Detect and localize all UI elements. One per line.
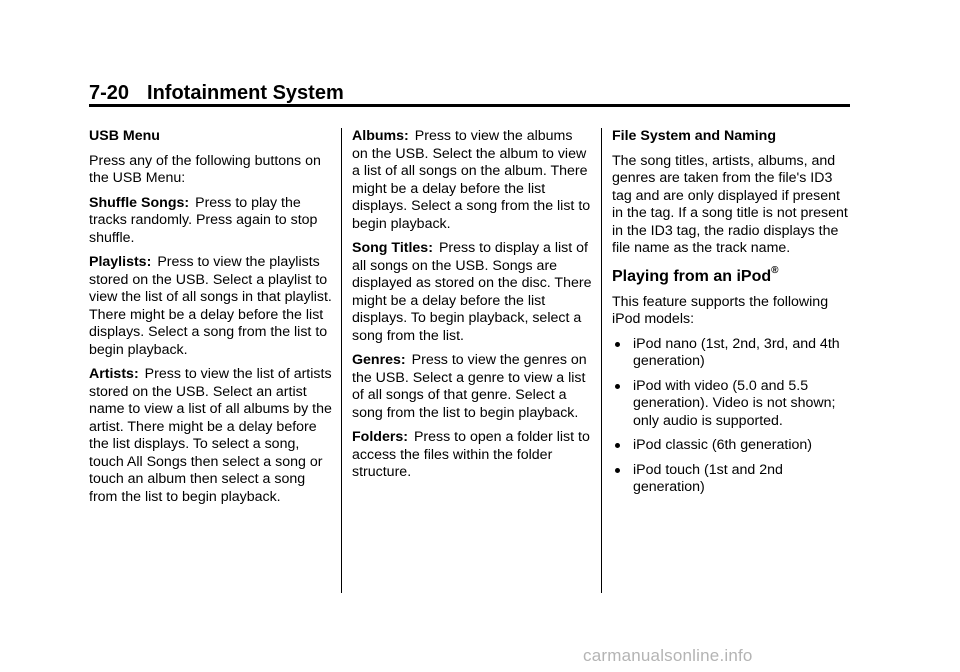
naming-paragraph: The song titles, artists, albums, and genres are taken from the file's ID3 tag and are only displayed if present in the tag. If a song title is not present in the ID3 tag, the radio displays the file name as the track name. (612, 152, 848, 256)
subheading-usb-menu: USB Menu (89, 128, 160, 144)
page-title (89, 80, 344, 106)
list-item-text: iPod classic (6th generation) (633, 437, 813, 453)
definition-playlists (89, 254, 334, 359)
column-divider (341, 128, 342, 593)
list-item (612, 336, 852, 371)
definition-text: Press to view the albums on the USB. Select the album to view a list of all songs on the album. There might be a delay before the list displays. Select a song from the list to begin playback. (352, 128, 591, 232)
list-item-text: iPod with video (5.0 and 5.5 generation). Video is not shown; only audio is supported. (633, 377, 836, 429)
intro-paragraph: Press any of the following buttons on the USB Menu: (89, 152, 321, 186)
definition-genres (352, 352, 592, 422)
definition-text: Press to play the tracks randomly. Press again to stop shuffle. (89, 194, 318, 246)
definition-text: Press to view the list of artists stored on the USB. Select an artist name to view a list of all albums by the artist. There might be a delay before the list displays. To select a song, touch All Songs then select a song or touch an album then select a song from the list to begin playback. (89, 366, 332, 505)
definition-albums (352, 128, 592, 233)
bullet-icon (615, 384, 620, 389)
definition-folders (352, 429, 592, 482)
page-header (89, 80, 850, 110)
term-label: Song Titles: (352, 240, 433, 256)
header-rule (89, 104, 850, 107)
watermark: carmanualsonline.info (583, 646, 753, 665)
term-label: Playlists: (89, 254, 152, 270)
list-item-text: iPod touch (1st and 2nd generation) (633, 461, 783, 495)
column-divider (601, 128, 602, 593)
ipod-models-list (612, 336, 852, 497)
text-column-2 (352, 128, 592, 489)
definition-text: Press to display a list of all songs on the USB. Songs are displayed as stored on the disc. There might be a delay before the list displays. To begin playback, select a song from the list. (352, 240, 592, 344)
ipod-intro-paragraph: This feature supports the following iPod models: (612, 293, 829, 327)
term-label: Folders: (352, 429, 408, 445)
list-item-text: iPod nano (1st, 2nd, 3rd, and 4th generation) (633, 335, 840, 369)
section-heading-ipod (612, 264, 852, 287)
list-item (612, 462, 852, 497)
list-item (612, 378, 852, 431)
text-column-1 (89, 128, 334, 513)
term-label: Artists: (89, 366, 139, 382)
registered-mark: ® (771, 264, 779, 276)
page-number: 7-20 (89, 82, 130, 104)
definition-artists (89, 366, 334, 506)
term-label: Albums: (352, 128, 409, 144)
subheading-file-system: File System and Naming (612, 128, 776, 144)
definition-shuffle-songs (89, 195, 334, 248)
definition-text: Press to view the playlists stored on the USB. Select a playlist to view the list of all songs in that playlist. There might be a delay before the list displays. Select a song from the list to begin playback. (89, 254, 332, 358)
bullet-icon (615, 468, 620, 473)
definition-text: Press to view the genres on the USB. Select a genre to view a list of all songs of that genre. Select a song from the list to begin playback. (352, 352, 587, 421)
bullet-icon (615, 342, 620, 347)
definition-song-titles (352, 240, 592, 345)
text-column-3 (612, 128, 852, 504)
term-label: Genres: (352, 352, 406, 368)
definition-text: Press to open a folder list to access the files within the folder structure. (352, 429, 590, 480)
bullet-icon (615, 443, 620, 448)
list-item (612, 437, 852, 455)
section-heading-text: Playing from an iPod (612, 267, 772, 285)
section-title: Infotainment System (147, 82, 344, 104)
term-label: Shuffle Songs: (89, 194, 190, 211)
